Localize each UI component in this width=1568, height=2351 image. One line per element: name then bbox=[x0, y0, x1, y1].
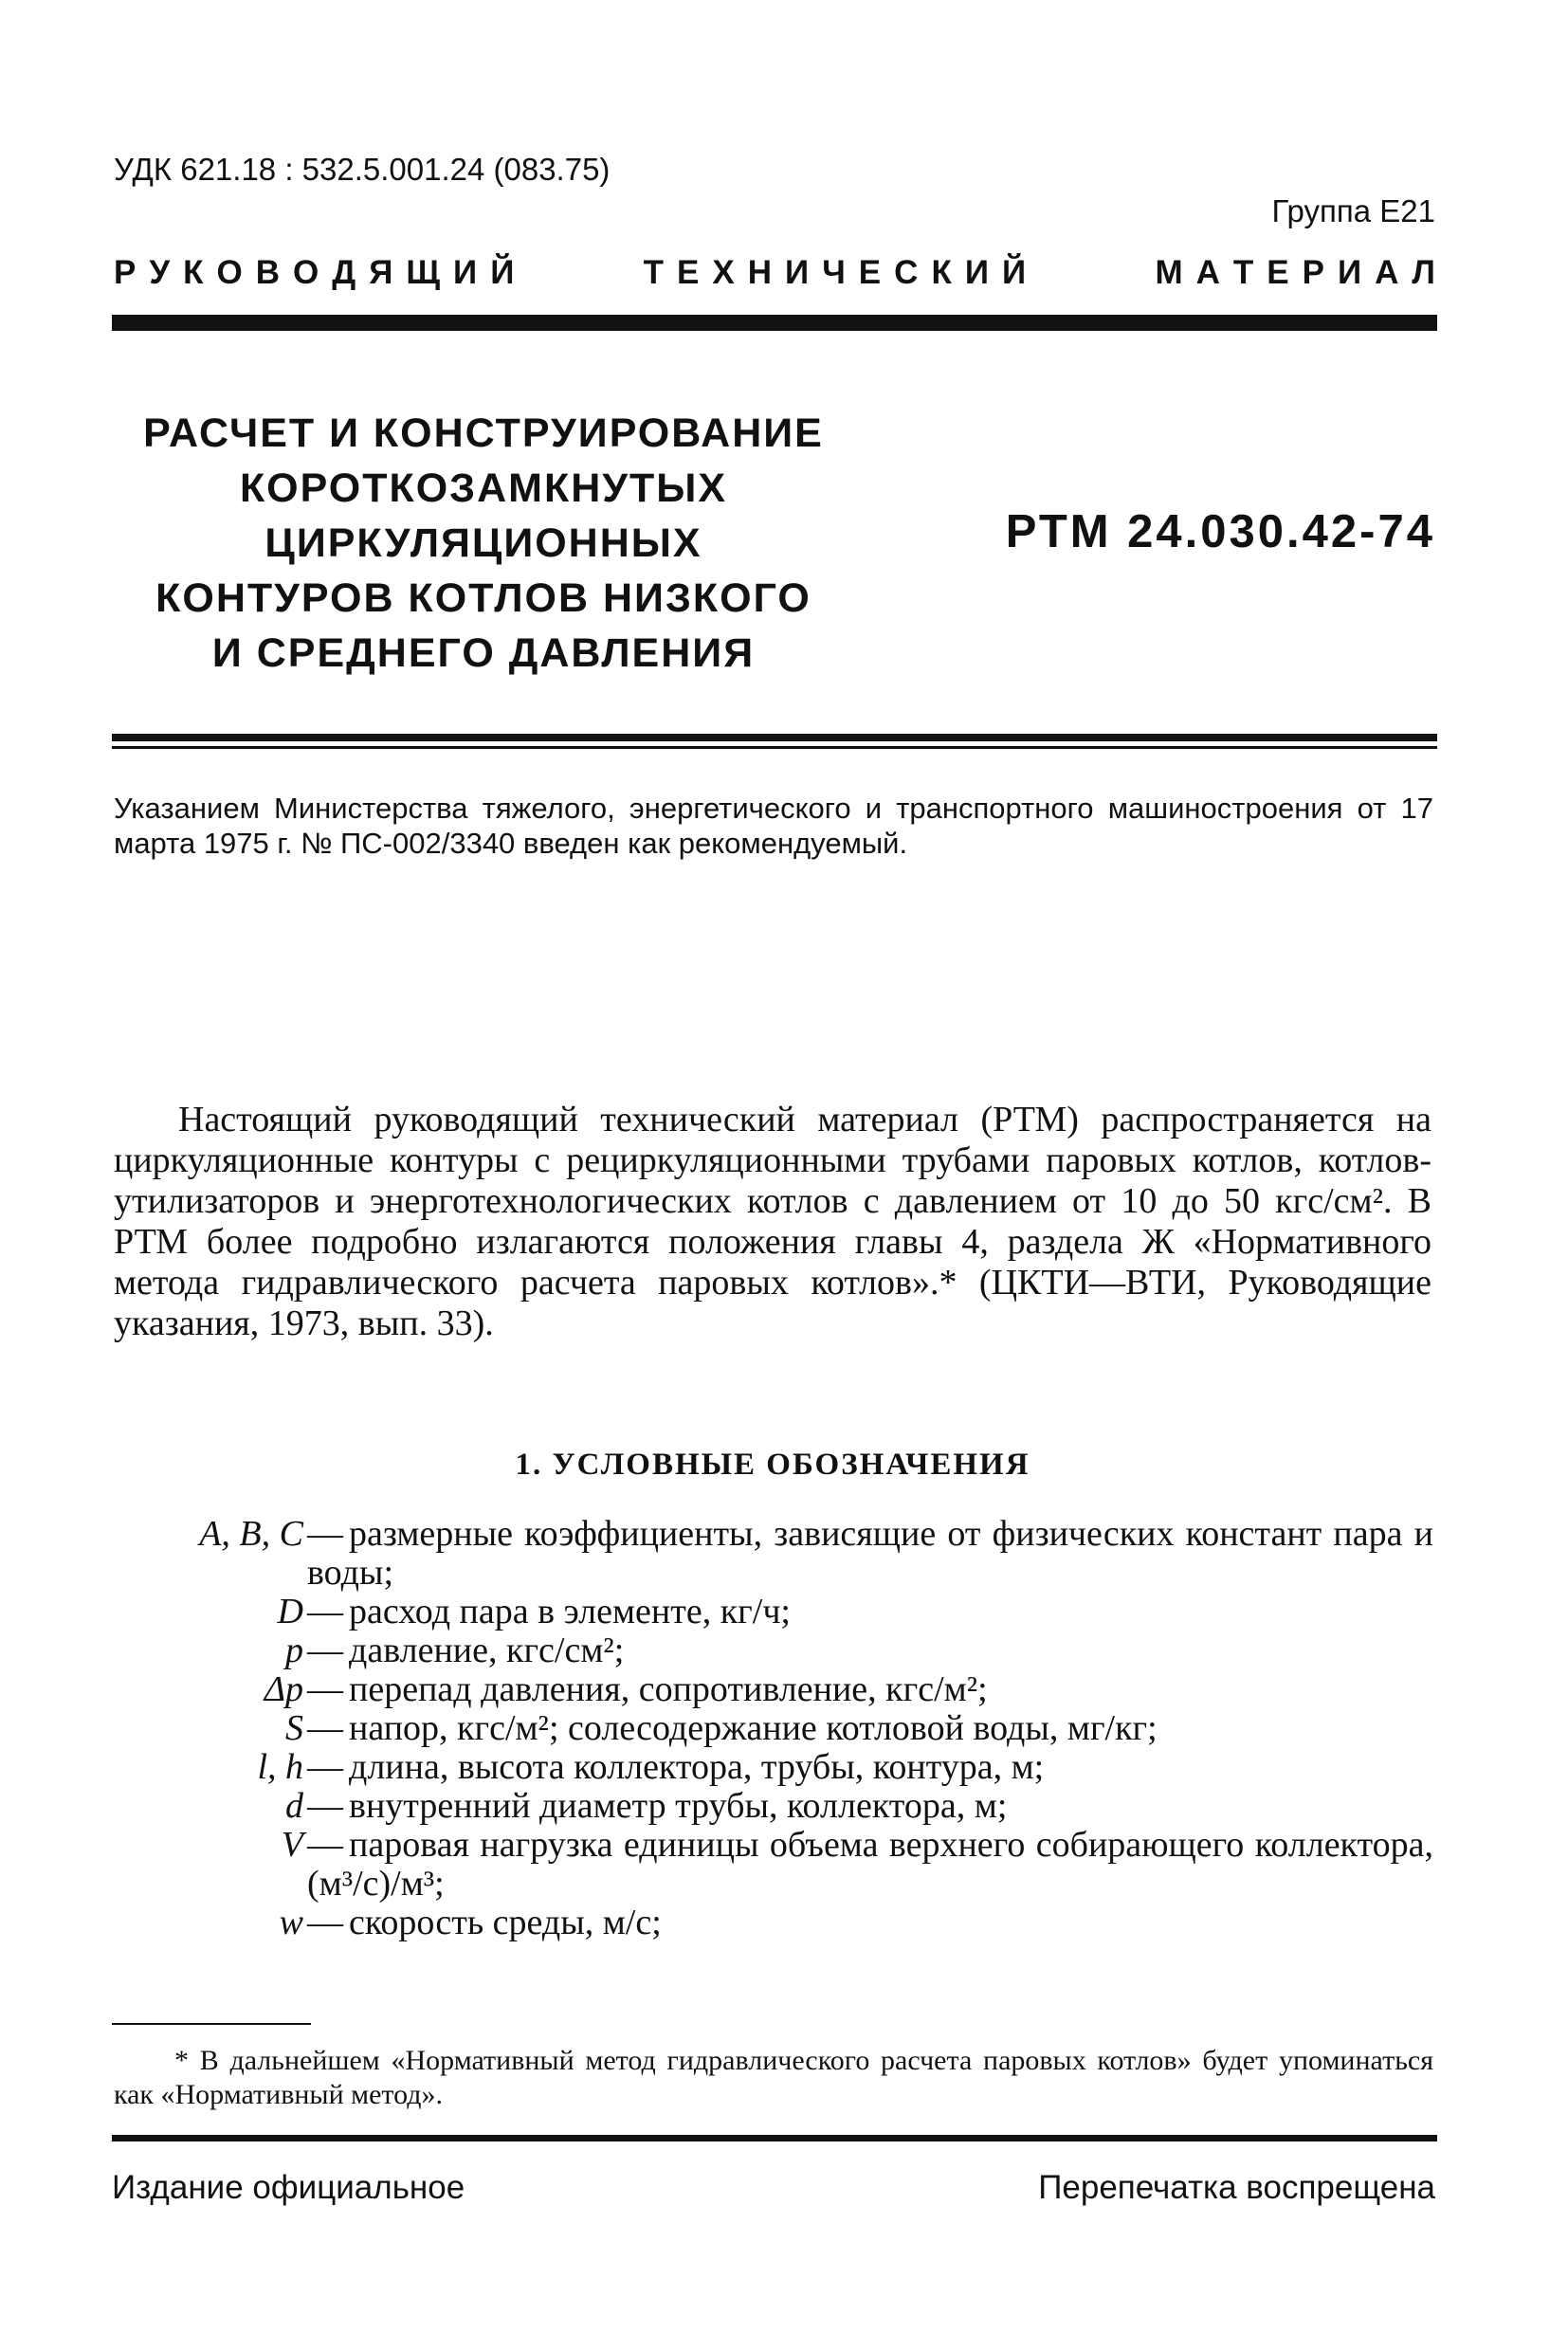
dash: — bbox=[307, 1708, 343, 1748]
doc-type-word-3: М А Т Е Р И А Л bbox=[1155, 254, 1435, 291]
symbol-description: перепад давления, сопротивление, кгс/м²; bbox=[349, 1669, 988, 1709]
symbol-description: расход пара в элементе, кг/ч; bbox=[349, 1592, 791, 1631]
doc-type-word-1: Р У К О В О Д Я Щ И Й bbox=[114, 254, 515, 291]
title-line: ЦИРКУЛЯЦИОННЫХ bbox=[264, 520, 702, 566]
document-designation: РТМ 24.030.42-74 bbox=[1005, 506, 1435, 557]
symbol-description: длина, высота коллектора, трубы, контура, м; bbox=[349, 1747, 1045, 1787]
list-item bbox=[114, 1748, 1433, 1787]
section-heading: 1. УСЛОВНЫЕ ОБОЗНАЧЕНИЯ bbox=[515, 1448, 1030, 1482]
bottom-rule bbox=[112, 2135, 1437, 2141]
list-item bbox=[114, 1515, 1433, 1593]
symbol-description: внутренний диаметр трубы, коллектора, м; bbox=[349, 1786, 1008, 1826]
list-item bbox=[114, 1709, 1433, 1748]
symbol: S bbox=[285, 1708, 303, 1748]
symbol-description: паровая нагрузка единицы объема верхнего собирающего коллектора, (м³/с)/м³; bbox=[307, 1825, 1433, 1904]
symbol: p bbox=[285, 1631, 303, 1670]
symbols-list bbox=[114, 1515, 1433, 1942]
symbol-description: давление, кгс/см²; bbox=[349, 1631, 625, 1670]
list-item bbox=[114, 1593, 1433, 1631]
top-rule bbox=[112, 315, 1437, 331]
reprint-notice: Перепечатка воспрещена bbox=[1038, 2169, 1435, 2206]
footnote-rule bbox=[112, 2023, 311, 2025]
dash: — bbox=[307, 1592, 343, 1631]
dash: — bbox=[307, 1669, 343, 1709]
symbol: A, B, C bbox=[199, 1514, 303, 1554]
symbol: l, h bbox=[257, 1747, 303, 1787]
title-line: КОНТУРОВ КОТЛОВ НИЗКОГО bbox=[155, 575, 811, 621]
symbol: d bbox=[285, 1786, 303, 1826]
footnote: * В дальнейшем «Нормативный метод гидравлического расчета паровых котлов» будет упоминаться как «Нормативный метод». bbox=[114, 2045, 1433, 2110]
list-item bbox=[114, 1904, 1433, 1942]
dash: — bbox=[307, 1514, 343, 1554]
document-type-heading bbox=[114, 254, 1435, 292]
udk-code: УДК 621.18 : 532.5.001.24 (083.75) bbox=[114, 152, 611, 187]
doc-type-word-2: Т Е Х Н И Ч Е С К И Й bbox=[643, 254, 1027, 291]
symbol-description: скорость среды, м/с; bbox=[349, 1903, 662, 1942]
dash: — bbox=[307, 1903, 343, 1942]
dash: — bbox=[307, 1786, 343, 1826]
symbol: Δp bbox=[264, 1669, 303, 1709]
symbol-description: напор, кгс/м²; солесодержание котловой воды, мг/кг; bbox=[349, 1708, 1158, 1748]
group-code: Группа Е21 bbox=[1271, 193, 1435, 228]
dash: — bbox=[307, 1747, 343, 1787]
symbol: V bbox=[281, 1825, 303, 1865]
list-item bbox=[114, 1787, 1433, 1826]
middle-rule-thin bbox=[112, 746, 1437, 749]
directive-text: Указанием Министерства тяжелого, энергетического и транспортного машиностроения от 17 марта 1975 г. № ПС-002/3340 введен как рекомендуемый. bbox=[114, 792, 1433, 860]
title-line: И СРЕДНЕГО ДАВЛЕНИЯ bbox=[211, 630, 756, 676]
middle-rule-thick bbox=[112, 734, 1437, 741]
intro-paragraph: Настоящий руководящий технический материал (РТМ) распространяется на циркуляционные контуры с рециркуляционными трубами паровых котлов, котлов-утилизаторов и энерготехнологических котлов с давлением от 10 до 50 кгс/см². В РТМ более подробно излагаются положения главы 4, раздела Ж «Нормативного метода гидравлического расчета паровых котлов».* (ЦКТИ—ВТИ, Руководящие указания, 1973, вып. 33). bbox=[114, 1100, 1431, 1343]
title-line: РАСЧЕТ И КОНСТРУИРОВАНИЕ bbox=[143, 410, 824, 456]
edition-label: Издание официальное bbox=[112, 2169, 465, 2206]
symbol-description: размерные коэффициенты, зависящие от физических констант пара и воды; bbox=[307, 1514, 1433, 1593]
list-item bbox=[114, 1631, 1433, 1670]
symbol: D bbox=[277, 1592, 303, 1631]
list-item bbox=[114, 1670, 1433, 1709]
symbol: w bbox=[279, 1903, 303, 1942]
dash: — bbox=[307, 1825, 343, 1865]
title-line: КОРОТКОЗАМКНУТЫХ bbox=[239, 465, 728, 511]
dash: — bbox=[307, 1631, 343, 1670]
document-title bbox=[114, 406, 853, 681]
list-item bbox=[114, 1826, 1433, 1904]
